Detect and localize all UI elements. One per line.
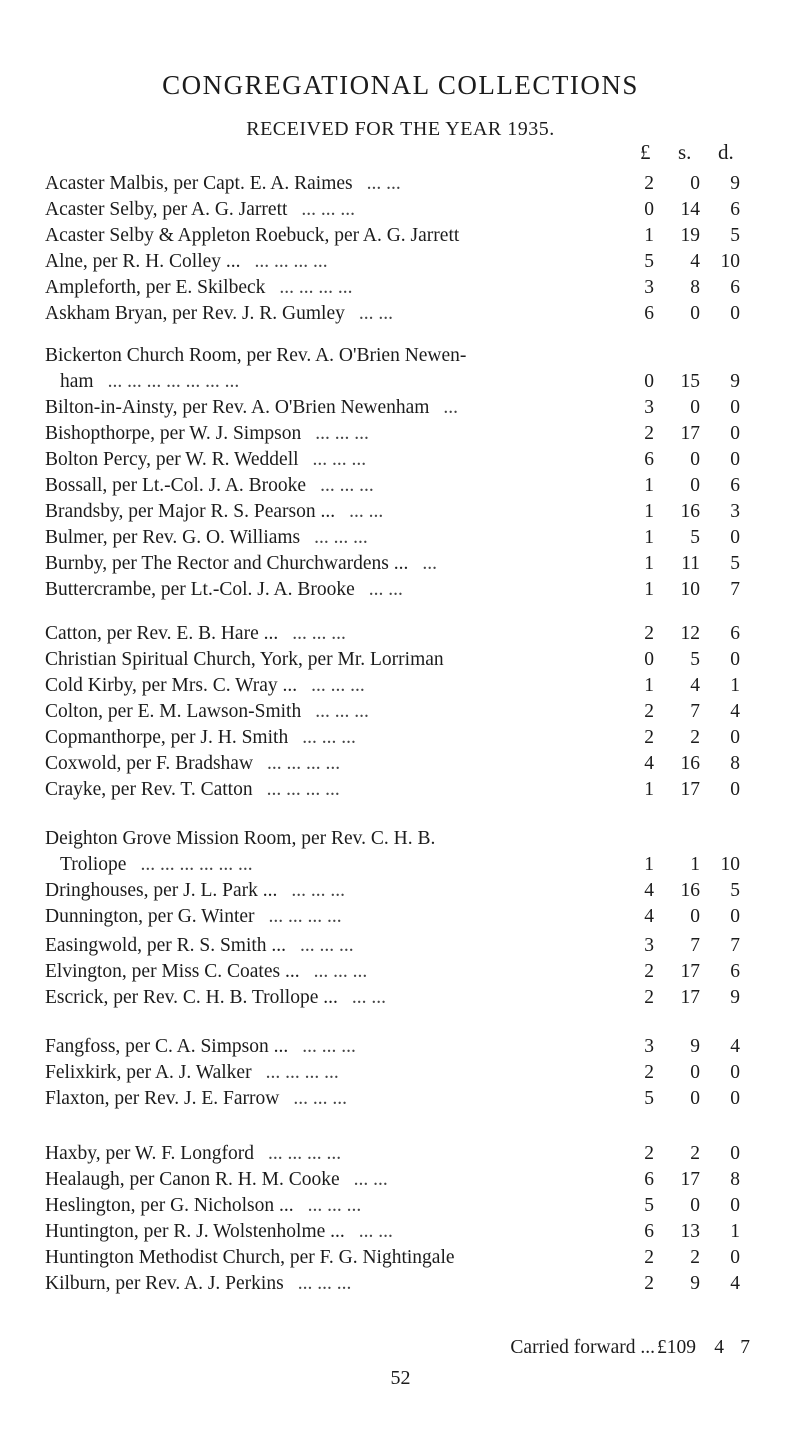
- parish-name-text: Cold Kirby, per Mrs. C. Wray ...: [45, 675, 298, 696]
- amount-pounds: 1: [644, 675, 654, 696]
- amount-pence: 8: [730, 753, 740, 774]
- parish-name: [45, 1271, 635, 1297]
- amount-pence: 9: [730, 173, 740, 194]
- parish-name: [45, 777, 635, 803]
- leader-dots: ... ...: [366, 173, 401, 194]
- amount-pence: 0: [730, 397, 740, 418]
- leader-dots: ... ... ... ...: [267, 753, 341, 774]
- parish-name: [45, 499, 635, 525]
- collection-row: [0, 577, 801, 603]
- collection-row: [0, 395, 801, 421]
- parish-name-text: Askham Bryan, per Rev. J. R. Gumley: [45, 303, 345, 324]
- amount-pence: 10: [720, 251, 740, 272]
- parish-name-text: Bickerton Church Room, per Rev. A. O'Brien Newen-: [45, 345, 467, 366]
- amount-shillings: 0: [690, 449, 700, 470]
- parish-name: [45, 826, 635, 852]
- amount-shillings: 0: [690, 1062, 700, 1083]
- amount-pence: 0: [730, 527, 740, 548]
- amount-shillings: 0: [690, 173, 700, 194]
- amount-pounds: 6: [644, 1169, 654, 1190]
- parish-name: [45, 395, 635, 421]
- parish-name-text: Troliope: [60, 854, 127, 875]
- amount-shillings: 10: [680, 579, 700, 600]
- collection-row: [0, 985, 801, 1011]
- amount-pounds: 1: [644, 527, 654, 548]
- amount-pence: 0: [730, 649, 740, 670]
- leader-dots: ... ... ...: [302, 727, 356, 748]
- amount-shillings: 1: [690, 854, 700, 875]
- amount-pounds: 1: [644, 553, 654, 574]
- parish-name-text: Haxby, per W. F. Longford: [45, 1143, 254, 1164]
- parish-name-text: Felixkirk, per A. J. Walker: [45, 1062, 252, 1083]
- leader-dots: ...: [422, 553, 437, 574]
- amount-shillings: 0: [690, 303, 700, 324]
- amount-pounds: 2: [644, 1247, 654, 1268]
- leader-dots: ... ... ... ... ... ... ...: [107, 371, 240, 392]
- amount-shillings: 13: [680, 1221, 700, 1242]
- amount-pence: 6: [730, 277, 740, 298]
- amount-pence: 6: [730, 199, 740, 220]
- parish-name-text: Crayke, per Rev. T. Catton: [45, 779, 253, 800]
- amount-pounds: 5: [644, 251, 654, 272]
- leader-dots: ... ...: [358, 303, 393, 324]
- parish-name-text: Dringhouses, per J. L. Park ...: [45, 880, 278, 901]
- amount-shillings: 2: [690, 727, 700, 748]
- amount-pounds: 2: [644, 1273, 654, 1294]
- amount-shillings: 0: [690, 906, 700, 927]
- collection-row: [0, 1060, 801, 1086]
- leader-dots: ... ... ...: [311, 675, 365, 696]
- parish-name-text: Acaster Malbis, per Capt. E. A. Raimes: [45, 173, 353, 194]
- collection-row: [0, 1167, 801, 1193]
- amount-pounds: 6: [644, 1221, 654, 1242]
- amount-shillings: 4: [690, 675, 700, 696]
- amount-shillings: 9: [690, 1273, 700, 1294]
- collection-row: [0, 1245, 801, 1271]
- collection-row: [0, 525, 801, 551]
- leader-dots: ... ... ...: [302, 1036, 356, 1057]
- leader-dots: ... ... ... ...: [254, 251, 328, 272]
- amount-pence: 9: [730, 987, 740, 1008]
- carried-forward-label: Carried forward ...: [510, 1337, 655, 1358]
- parish-name-text: Kilburn, per Rev. A. J. Perkins: [45, 1273, 284, 1294]
- collection-group: [0, 1034, 801, 1112]
- amount-shillings: 9: [690, 1036, 700, 1057]
- parish-name-text: Bishopthorpe, per W. J. Simpson: [45, 423, 302, 444]
- parish-name: [45, 1219, 635, 1245]
- collection-row: [0, 369, 801, 395]
- total-pence: 7: [740, 1337, 750, 1358]
- amount-pence: 0: [730, 1247, 740, 1268]
- leader-dots: ... ... ... ...: [268, 906, 342, 927]
- amount-shillings: 16: [680, 501, 700, 522]
- collection-row: [0, 933, 801, 959]
- collection-row: [0, 1271, 801, 1297]
- amount-shillings: 0: [690, 1088, 700, 1109]
- parish-name: [45, 249, 635, 275]
- amount-shillings: 0: [690, 397, 700, 418]
- amount-pence: 10: [720, 854, 740, 875]
- parish-name-text: Flaxton, per Rev. J. E. Farrow: [45, 1088, 280, 1109]
- amount-pence: 8: [730, 1169, 740, 1190]
- parish-name: [45, 473, 635, 499]
- leader-dots: ... ... ...: [291, 880, 345, 901]
- parish-name: [45, 1060, 635, 1086]
- amount-pounds: 2: [644, 623, 654, 644]
- amount-shillings: 4: [690, 251, 700, 272]
- amount-pounds: 1: [644, 579, 654, 600]
- amount-pence: 0: [730, 727, 740, 748]
- amount-pence: 0: [730, 449, 740, 470]
- parish-name-text: Bolton Percy, per W. R. Weddell: [45, 449, 299, 470]
- parish-name: [45, 525, 635, 551]
- leader-dots: ... ...: [353, 1169, 388, 1190]
- collection-row: [0, 421, 801, 447]
- collection-group: [0, 826, 801, 930]
- parish-name-text: Christian Spiritual Church, York, per Mr. Lorriman: [45, 649, 444, 670]
- shillings-column-header: s.: [678, 140, 692, 164]
- collection-row: [0, 197, 801, 223]
- collection-row: [0, 275, 801, 301]
- parish-name: [45, 673, 635, 699]
- collection-group: [0, 933, 801, 1011]
- parish-name-text: Brandsby, per Major R. S. Pearson ...: [45, 501, 336, 522]
- amount-pence: 5: [730, 225, 740, 246]
- amount-pence: 1: [730, 675, 740, 696]
- amount-pence: 6: [730, 961, 740, 982]
- parish-name-text: Escrick, per Rev. C. H. B. Trollope ...: [45, 987, 338, 1008]
- leader-dots: ... ... ... ...: [267, 1143, 342, 1164]
- total-shillings: 4: [714, 1337, 724, 1358]
- amount-pounds: 2: [644, 173, 654, 194]
- pence-column-header: d.: [718, 140, 734, 164]
- collection-row: [0, 223, 801, 249]
- collection-row: [0, 1034, 801, 1060]
- collection-row: [0, 473, 801, 499]
- amount-shillings: 17: [680, 961, 700, 982]
- parish-name-text: Burnby, per The Rector and Churchwardens ...: [45, 553, 409, 574]
- amount-pence: 1: [730, 1221, 740, 1242]
- amount-pounds: 6: [644, 449, 654, 470]
- parish-name: [45, 577, 635, 603]
- collection-row: [0, 852, 801, 878]
- amount-pounds: 2: [644, 423, 654, 444]
- parish-name: [45, 621, 635, 647]
- amount-pounds: 2: [644, 987, 654, 1008]
- amount-pounds: 0: [644, 649, 654, 670]
- parish-name-text: Bilton-in-Ainsty, per Rev. A. O'Brien Newenham: [45, 397, 430, 418]
- parish-name: [45, 1193, 635, 1219]
- page-title: CONGREGATIONAL COLLECTIONS: [162, 70, 639, 100]
- parish-name: [45, 959, 635, 985]
- parish-name: [60, 369, 650, 395]
- leader-dots: ... ... ...: [307, 1195, 362, 1216]
- amount-pounds: 4: [644, 906, 654, 927]
- parish-name: [45, 878, 635, 904]
- parish-name: [45, 197, 635, 223]
- amount-pounds: 6: [644, 303, 654, 324]
- amount-pounds: 4: [644, 880, 654, 901]
- leader-dots: ... ... ...: [313, 961, 368, 982]
- parish-name: [45, 343, 635, 369]
- amount-shillings: 16: [680, 753, 700, 774]
- leader-dots: ... ... ...: [312, 449, 367, 470]
- parish-name: [45, 223, 635, 249]
- amount-shillings: 17: [680, 779, 700, 800]
- amount-pence: 6: [730, 623, 740, 644]
- amount-shillings: 0: [690, 475, 700, 496]
- amount-pounds: 1: [644, 225, 654, 246]
- amount-pence: 9: [730, 371, 740, 392]
- amount-shillings: 19: [680, 225, 700, 246]
- total-pounds: £109: [657, 1337, 696, 1358]
- leader-dots: ... ... ...: [320, 475, 374, 496]
- amount-pounds: 3: [644, 277, 654, 298]
- parish-name-text: Copmanthorpe, per J. H. Smith: [45, 727, 289, 748]
- parish-name-text: Acaster Selby, per A. G. Jarrett: [45, 199, 288, 220]
- parish-name-text: Fangfoss, per C. A. Simpson ...: [45, 1036, 289, 1057]
- collection-row: [0, 1193, 801, 1219]
- collection-row: [0, 1141, 801, 1167]
- collection-row: [0, 725, 801, 751]
- leader-dots: ... ... ...: [293, 1088, 347, 1109]
- amount-pounds: 4: [644, 753, 654, 774]
- leader-dots: ... ... ... ...: [279, 277, 353, 298]
- collection-row: [0, 647, 801, 673]
- collection-row: [0, 1086, 801, 1112]
- leader-dots: ... ...: [351, 987, 386, 1008]
- amount-pence: 0: [730, 423, 740, 444]
- leader-dots: ... ... ... ...: [266, 779, 340, 800]
- parish-name-text: Deighton Grove Mission Room, per Rev. C. H. B.: [45, 828, 436, 849]
- parish-name: [45, 1245, 635, 1271]
- collection-group: [0, 621, 801, 803]
- amount-shillings: 8: [690, 277, 700, 298]
- parish-name: [45, 904, 635, 930]
- parish-name-text: Heslington, per G. Nicholson ...: [45, 1195, 294, 1216]
- amount-pence: 7: [730, 935, 740, 956]
- parish-name: [45, 1141, 635, 1167]
- collection-row: [0, 959, 801, 985]
- amount-pence: 0: [730, 1062, 740, 1083]
- amount-pence: 7: [730, 579, 740, 600]
- collection-row: [0, 1219, 801, 1245]
- collection-row: [0, 249, 801, 275]
- amount-pounds: 3: [644, 397, 654, 418]
- collection-row: [0, 878, 801, 904]
- parish-name-text: Coxwold, per F. Bradshaw: [45, 753, 254, 774]
- amount-pounds: 1: [644, 854, 654, 875]
- parish-name-text: ham: [60, 371, 94, 392]
- amount-pounds: 5: [644, 1088, 654, 1109]
- parish-name: [45, 647, 635, 673]
- amount-shillings: 5: [690, 649, 700, 670]
- leader-dots: ... ... ... ...: [265, 1062, 339, 1083]
- amount-shillings: 14: [680, 199, 700, 220]
- amount-pence: 4: [730, 1273, 740, 1294]
- parish-name-text: Catton, per Rev. E. B. Hare ...: [45, 623, 279, 644]
- amount-shillings: 2: [690, 1247, 700, 1268]
- amount-shillings: 17: [680, 423, 700, 444]
- parish-name: [45, 275, 635, 301]
- amount-pounds: 2: [644, 961, 654, 982]
- parish-name: [45, 933, 635, 959]
- parish-name-text: Huntington, per R. J. Wolstenholme ...: [45, 1221, 345, 1242]
- parish-name: [45, 447, 635, 473]
- collection-row: [0, 904, 801, 930]
- parish-name: [60, 852, 650, 878]
- amount-pounds: 1: [644, 779, 654, 800]
- amount-shillings: 17: [680, 987, 700, 1008]
- amount-shillings: 0: [690, 1195, 700, 1216]
- amount-pence: 0: [730, 1088, 740, 1109]
- page-subtitle: RECEIVED FOR THE YEAR 1935.: [246, 118, 555, 140]
- collection-row: [0, 551, 801, 577]
- amount-shillings: 16: [680, 880, 700, 901]
- parish-name-text: Elvington, per Miss C. Coates ...: [45, 961, 300, 982]
- leader-dots: ... ...: [358, 1221, 393, 1242]
- parish-name: [45, 1086, 635, 1112]
- parish-name: [45, 1034, 635, 1060]
- collection-row: [0, 447, 801, 473]
- leader-dots: ...: [443, 397, 459, 418]
- leader-dots: ... ... ...: [315, 423, 369, 444]
- parish-name-text: Bulmer, per Rev. G. O. Williams: [45, 527, 301, 548]
- parish-name-text: Acaster Selby & Appleton Roebuck, per A. G. Jarrett: [45, 225, 460, 246]
- amount-shillings: 7: [690, 701, 700, 722]
- collection-group: [0, 1141, 801, 1297]
- amount-shillings: 5: [690, 527, 700, 548]
- carried-forward-row: [0, 1334, 801, 1362]
- amount-pounds: 1: [644, 501, 654, 522]
- amount-pence: 5: [730, 553, 740, 574]
- parish-name: [45, 699, 635, 725]
- amount-pence: 0: [730, 1143, 740, 1164]
- pounds-column-header: £: [640, 140, 651, 164]
- amount-shillings: 15: [680, 371, 700, 392]
- collection-row: [0, 777, 801, 803]
- leader-dots: ... ...: [368, 579, 403, 600]
- amount-shillings: 11: [681, 553, 700, 574]
- amount-shillings: 12: [680, 623, 700, 644]
- amount-pence: 3: [730, 501, 740, 522]
- amount-pence: 6: [730, 475, 740, 496]
- leader-dots: ... ... ...: [297, 1273, 352, 1294]
- parish-name: [45, 1167, 635, 1193]
- leader-dots: ... ... ...: [292, 623, 346, 644]
- leader-dots: ... ... ...: [315, 701, 369, 722]
- amount-pence: 4: [730, 1036, 740, 1057]
- amount-pounds: 5: [644, 1195, 654, 1216]
- parish-name: [45, 725, 635, 751]
- collection-row: [0, 751, 801, 777]
- leader-dots: ... ... ... ... ... ...: [140, 854, 253, 875]
- parish-name-text: Huntington Methodist Church, per F. G. Nightingale: [45, 1247, 455, 1268]
- collection-row: [0, 621, 801, 647]
- parish-name-text: Dunnington, per G. Winter: [45, 906, 255, 927]
- collection-group: [0, 171, 801, 327]
- amount-shillings: 2: [690, 1143, 700, 1164]
- parish-name-text: Bossall, per Lt.-Col. J. A. Brooke: [45, 475, 307, 496]
- collection-row: [0, 343, 801, 369]
- parish-name: [45, 985, 635, 1011]
- amount-pounds: 2: [644, 701, 654, 722]
- amount-pence: 0: [730, 1195, 740, 1216]
- amount-pounds: 0: [644, 199, 654, 220]
- amount-pounds: 3: [644, 935, 654, 956]
- amount-pence: 0: [730, 906, 740, 927]
- collection-row: [0, 171, 801, 197]
- collection-row: [0, 301, 801, 327]
- collection-row: [0, 826, 801, 852]
- parish-name-text: Alne, per R. H. Colley ...: [45, 251, 241, 272]
- amount-pounds: 3: [644, 1036, 654, 1057]
- collection-group: [0, 343, 801, 603]
- leader-dots: ... ... ...: [314, 527, 368, 548]
- amount-pounds: 2: [644, 727, 654, 748]
- collection-row: [0, 499, 801, 525]
- parish-name-text: Ampleforth, per E. Skilbeck: [45, 277, 266, 298]
- parish-name: [45, 171, 635, 197]
- page-number: 52: [390, 1367, 411, 1389]
- amount-pounds: 2: [644, 1143, 654, 1164]
- leader-dots: ... ... ...: [300, 935, 354, 956]
- amount-pence: 0: [730, 303, 740, 324]
- leader-dots: ... ...: [349, 501, 384, 522]
- collection-row: [0, 699, 801, 725]
- amount-shillings: 17: [680, 1169, 700, 1190]
- parish-name-text: Colton, per E. M. Lawson-Smith: [45, 701, 302, 722]
- amount-pounds: 2: [644, 1062, 654, 1083]
- parish-name: [45, 301, 635, 327]
- parish-name: [45, 751, 635, 777]
- amount-pence: 5: [730, 880, 740, 901]
- amount-pence: 4: [730, 701, 740, 722]
- parish-name-text: Buttercrambe, per Lt.-Col. J. A. Brooke: [45, 579, 355, 600]
- amount-shillings: 7: [690, 935, 700, 956]
- amount-pounds: 0: [644, 371, 654, 392]
- collection-row: [0, 673, 801, 699]
- amount-pounds: 1: [644, 475, 654, 496]
- parish-name-text: Easingwold, per R. S. Smith ...: [45, 935, 287, 956]
- parish-name-text: Healaugh, per Canon R. H. M. Cooke: [45, 1169, 340, 1190]
- leader-dots: ... ... ...: [301, 199, 356, 220]
- amount-pence: 0: [730, 779, 740, 800]
- parish-name: [45, 421, 635, 447]
- parish-name: [45, 551, 635, 577]
